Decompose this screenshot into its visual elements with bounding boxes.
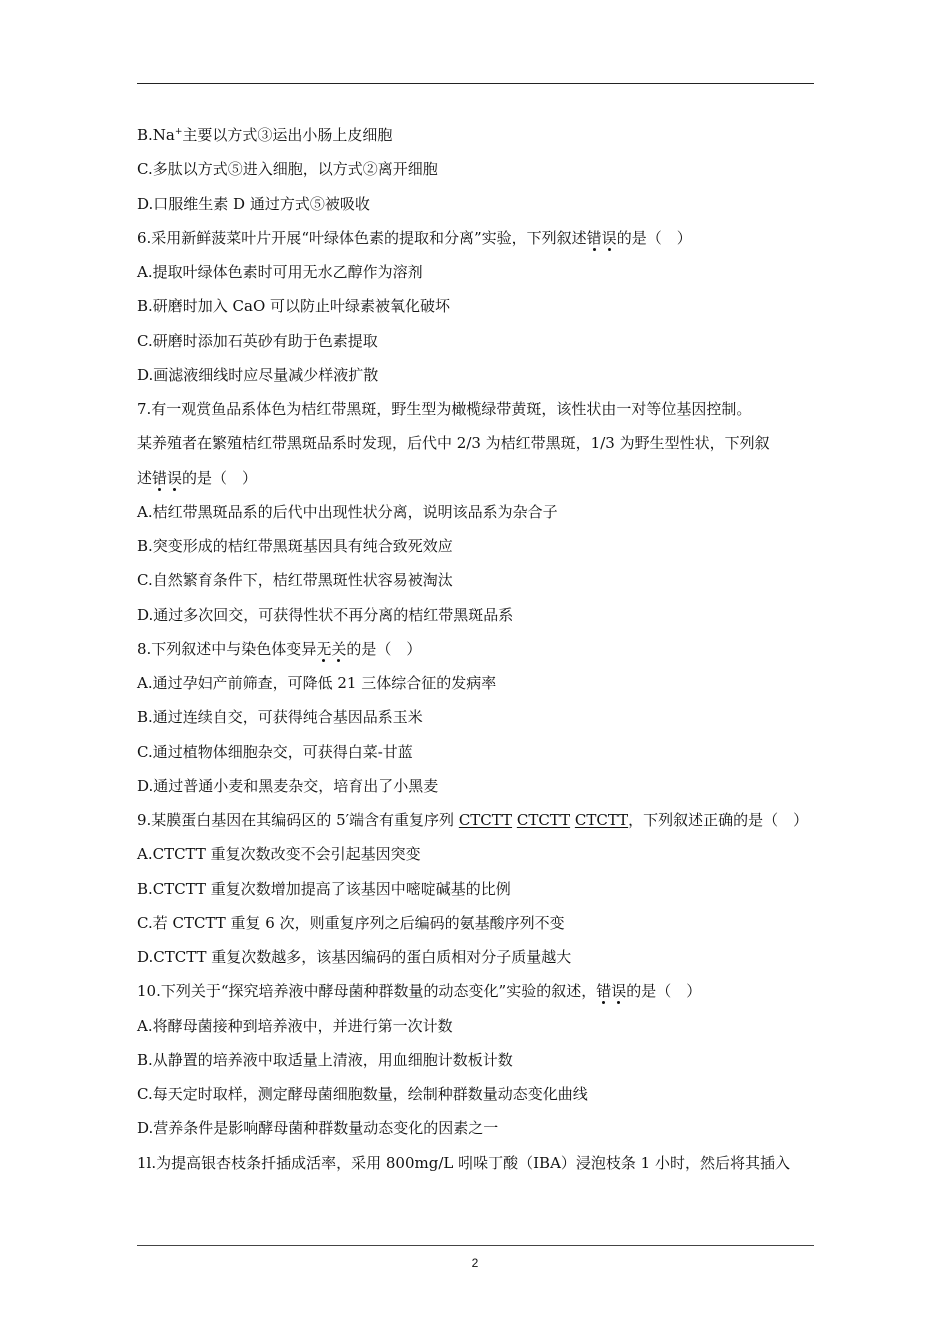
option-d: D.通过普通小麦和黑麦杂交，培育出了小黑麦 (137, 776, 439, 795)
emphasis-dot: 误 (601, 228, 617, 247)
emphasis-dot: 无 (316, 639, 332, 658)
text-line: C.多肽以方式⑤进入细胞，以方式②离开细胞 (137, 160, 438, 179)
option-b: B.通过连续自交，可获得纯合基因品系玉米 (137, 708, 423, 727)
option-d: D.通过多次回交，可获得性状不再分离的桔红带黑斑品系 (137, 605, 514, 624)
option-b: B.CTCTT 重复次数增加提高了该基因中嘧啶碱基的比例 (137, 879, 511, 898)
emphasis-dot: 关 (331, 639, 347, 658)
underlined-sequence: CTCTT (516, 811, 571, 829)
option-c: C.通过植物体细胞杂交，可获得白菜-甘蓝 (137, 742, 413, 761)
option-c: C.若 CTCTT 重复 6 次，则重复序列之后编码的氨基酸序列不变 (137, 913, 565, 932)
page-number: 2 (471, 1256, 479, 1270)
option-b: B.从静置的培养液中取适量上清液，用血细胞计数板计数 (137, 1050, 513, 1069)
text-line: 述错误的是（ ） (137, 468, 258, 487)
text-line: 某养殖者在繁殖桔红带黑斑品系时发现，后代中 2/3 为桔红带黑斑，1/3 为野生型性状，下列叙 (137, 434, 770, 453)
question-7: 7.有一观赏鱼品系体色为桔红带黑斑，野生型为橄榄绿带黄斑，该性状由一对等位基因控制。 (137, 400, 752, 418)
option-c: C.每天定时取样，测定酵母菌细胞数量，绘制种群数量动态变化曲线 (137, 1085, 588, 1103)
option-b: B.研磨时加入 CaO 可以防止叶绿素被氧化破坏 (137, 297, 451, 316)
emphasis-dot: 错 (586, 228, 602, 247)
option-a: A.CTCTT 重复次数改变不会引起基因突变 (137, 845, 421, 864)
option-a: A.将酵母菌接种到培养液中，并进行第一次计数 (137, 1016, 453, 1035)
underlined-sequence: CTCTT (574, 811, 629, 829)
emphasis-dot: 错 (152, 468, 168, 487)
question-9: 9.某膜蛋白基因在其编码区的 5′端含有重复序列 CTCTT CTCTT CTCTT，下列叙述正确的是（ ） (137, 811, 809, 829)
option-c: C.自然繁育条件下，桔红带黑斑性状容易被淘汰 (137, 571, 453, 590)
option-a: A.桔红带黑斑品系的后代中出现性状分离，说明该品系为杂合子 (137, 502, 558, 521)
option-d: D.CTCTT 重复次数越多，该基因编码的蛋白质相对分子质量越大 (137, 948, 572, 966)
underlined-sequence: CTCTT (458, 811, 513, 829)
question-11: 1l.为提高银杏枝条扦插成活率，采用 800mg/L 吲哚丁酸（IBA）浸泡枝条 1 小时，然后将其插入 (137, 1153, 790, 1172)
question-8: 8.下列叙述中与染色体变异无关的是（ ） (137, 639, 422, 658)
option-c: C.研磨时添加石英砂有助于色素提取 (137, 331, 378, 350)
text-line: B.Na+主要以方式③运出小肠上皮细胞 (137, 126, 393, 144)
option-d: D.画滤液细线时应尽量减少样液扩散 (137, 365, 379, 384)
question-10: 10.下列关于“探究培养液中酵母菌种群数量的动态变化”实验的叙述，错误的是（ ） (137, 982, 702, 1001)
emphasis-dot: 误 (167, 468, 183, 487)
footer-rule (137, 1245, 814, 1246)
option-b: B.突变形成的桔红带黑斑基因具有纯合致死效应 (137, 537, 453, 555)
question-6: 6.采用新鲜菠菜叶片开展“叶绿体色素的提取和分离”实验，下列叙述错误的是（ ） (137, 228, 692, 247)
text-line: D.口服维生素 D 通过方式⑤被吸收 (137, 194, 370, 213)
option-a: A.通过孕妇产前筛查，可降低 21 三体综合征的发病率 (137, 674, 497, 692)
option-d: D.营养条件是影响酵母菌种群数量动态变化的因素之一 (137, 1119, 499, 1138)
option-a: A.提取叶绿体色素时可用无水乙醇作为溶剂 (137, 263, 423, 281)
page-body (137, 122, 827, 1184)
header-rule (137, 83, 814, 84)
emphasis-dot: 误 (611, 982, 627, 1001)
emphasis-dot: 错 (596, 982, 612, 1001)
